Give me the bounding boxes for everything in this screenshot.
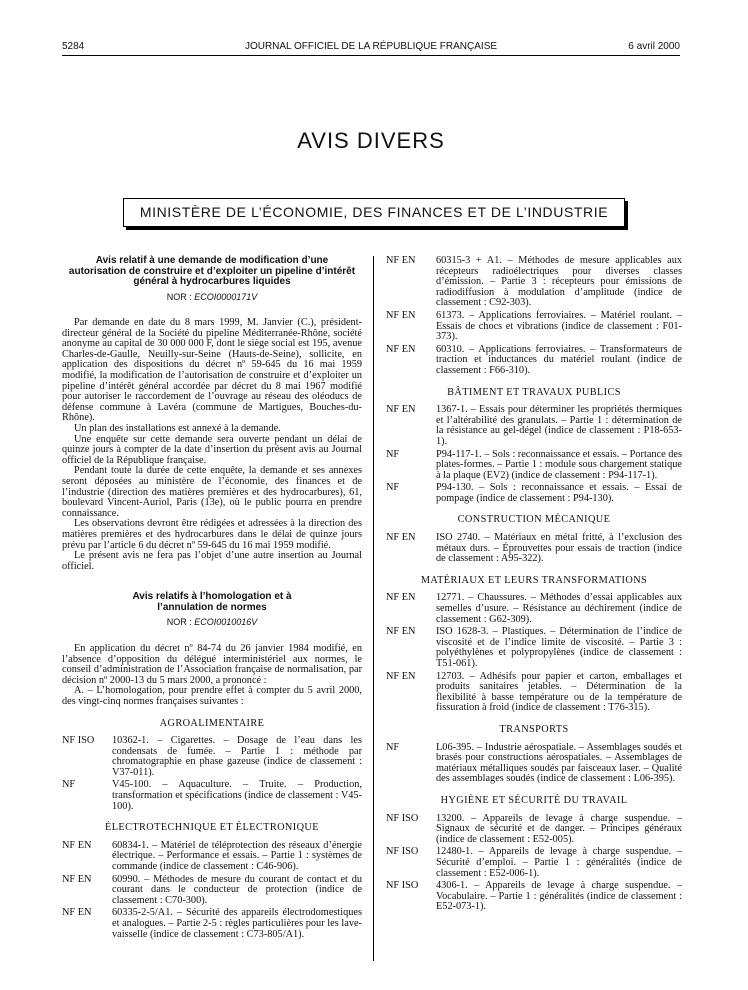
norm-entry [386, 450, 682, 482]
norm-code: NF EN [386, 309, 416, 321]
norm-entry [386, 672, 682, 714]
norm-code: NF ISO [386, 812, 419, 824]
norm-description: 13200. – Appareils de levage à charge suspendue. – Signaux de sécurité et de danger. – Principes généraux (indice de classement : E52-005). [436, 812, 682, 845]
nor-label: NOR : [166, 617, 195, 628]
norm-description: P94-130. – Sols : reconnaissance et essais. – Essai de pompage (indice de classement : P94-130). [436, 482, 682, 504]
norm-entry [386, 483, 682, 504]
norm-code: NF EN [62, 907, 92, 919]
norm-code: NF EN [386, 404, 416, 416]
norm-entry [386, 533, 682, 565]
left-column [62, 256, 362, 942]
page-number: 5284 [62, 41, 85, 52]
section-heading: MATÉRIAUX ET LEURS TRANSFORMATIONS [420, 574, 648, 586]
norm-entry [62, 780, 362, 812]
paragraph: A. – L’homologation, pour prendre effet à compter du 5 avril 2000, des vingt-cinq normes françaises suivantes : [62, 685, 362, 707]
norm-description: 4306-1. – Appareils de levage à charge suspendue. – Vocabulaire. – Partie 1 : généralités (indice de classement : E52-073-1). [436, 880, 682, 913]
norm-entry [386, 814, 682, 846]
paragraph: Par demande en date du 8 mars 1999, M. Janvier (C.), président-directeur général de la Société du pipeline Méditerranée-Rhône, société anonyme au capital de 30 000 000 F, dont le siège social est 195, avenue Charles-de-Gaulle, Neuilly-sur-Seine (Hauts-de-Seine), sollicite, en application des dispositions du décret nº 59-645 du 16 mai 1959 modifié, la modification de l’autorisation de construire et d’exploiter un pipeline d’intérêt général accordée par décret du 8 mai 1967 modifié pour autoriser le raccordement de l’ouvrage au réseau des oléoducs de défense commune à Lavéra (commune de Martigues, Bouches-du-Rhône). [62, 317, 362, 424]
norm-entry [386, 627, 682, 669]
paragraph: Le présent avis ne fera pas l’objet d’une autre insertion au Journal officiel. [62, 550, 362, 572]
norm-code: NF [386, 448, 400, 460]
paragraph: Pendant toute la durée de cette enquête, la demande et ses annexes seront déposées au ministère de l’économie, des finances et de l’industrie (direction des matières premières et des hydrocarbures), 61, boulevard Vincent-Auriol, Paris (13e), où le public pourra en prendre connaissance. [62, 465, 362, 519]
norm-code: NF EN [62, 873, 92, 885]
norm-description: 12771. – Chaussures. – Méthodes d’essai applicables aux semelles d’usure. – Résistance au déchirement (indice de classement : G62-309). [436, 592, 682, 625]
page-title: AVIS DIVERS [297, 128, 445, 153]
norm-code: NF ISO [386, 846, 419, 858]
norm-section [386, 515, 682, 564]
norm-description: V45-100. – Aquaculture. – Truite. – Production, transformation et spécifications (indice de classement : V45-100). [112, 779, 363, 812]
norm-description: 12480-1. – Appareils de levage à charge suspendue. – Sécurité d’emploi. – Partie 1 : généralités (indice de classement : E52-006-1). [436, 846, 682, 879]
norm-section [386, 796, 682, 913]
norm-code: NF EN [386, 343, 416, 355]
norm-code: NF [386, 482, 400, 494]
norm-code: NF EN [386, 255, 416, 266]
norm-entry [386, 881, 682, 913]
norm-description: 60315-3 + A1. – Méthodes de mesure applicables aux récepteurs radioélectriques pour diverses classes d’émission. – Partie 3 : récepteurs pour émissions de radiodiffusion à modulation d’amplitude (indice de classement : C92-303). [436, 255, 682, 309]
section-heading: ÉLECTROTECHNIQUE ET ÉLECTRONIQUE [105, 822, 319, 834]
norm-entry [62, 908, 362, 940]
norm-code: NF EN [386, 532, 416, 544]
norm-description: 60335-2-5/A1. – Sécurité des appareils électrodomestiques et analogues. – Partie 2-5 : règles particulières pour les lave-vaisselle (indice de classement : C73-805/A1). [112, 907, 362, 940]
notice-title: Avis relatif à une demande de modification d’une autorisation de construire et d’exploiter un pipeline d’intérêt général à hydrocarbures liquides [68, 255, 356, 287]
header-rule [62, 55, 680, 56]
norm-code: NF ISO [386, 880, 419, 892]
norm-entry [62, 736, 362, 778]
norm-entry [386, 405, 682, 447]
nor-label: NOR : [166, 291, 195, 302]
norm-description: 1367-1. – Essais pour déterminer les propriétés thermiques et l’altérabilité des granulats. – Partie 1 : détermination de la résistance au gel-dégel (indice de classement : P18-653-1). [436, 404, 682, 447]
norm-code: NF [386, 741, 400, 753]
paragraph: Un plan des installations est annexé à la demande. [74, 423, 281, 435]
paragraph: En application du décret nº 84-74 du 26 janvier 1984 modifié, en l’absence d’opposition du délégué interministériel aux normes, le conseil d’administration de l’Association française de normalisation, par décision nº 2000-13 du 5 mars 2000, a prononcé : [62, 642, 362, 686]
norm-code: NF EN [386, 626, 416, 638]
notice-pipeline [62, 256, 362, 572]
nor-code: ECOI0010016V [194, 617, 258, 628]
norm-section [386, 725, 682, 785]
norm-description: 60310. – Applications ferroviaires. – Transformateurs de traction et inductances du matériel roulant (indice de classement : F66-310). [436, 343, 682, 376]
norm-description: P94-117-1. – Sols : reconnaissance et essais. – Portance des plates-formes. – Partie 1 : module sous chargement statique à la plaque (EV2) (indice de classement : P94-117-1). [436, 448, 682, 481]
norm-entry [386, 847, 682, 879]
norm-code: NF EN [62, 839, 92, 851]
norm-description: 10362-1. – Cigarettes. – Dosage de l’eau dans les condensats de fumée. – Partie 1 : méthode par chromatographie en phase gazeuse (indice de classement : V37-011). [112, 735, 362, 778]
section-heading: AGROALIMENTAIRE [159, 717, 265, 729]
norm-section [386, 256, 682, 377]
norm-entry [386, 311, 682, 343]
norm-entry [386, 743, 682, 785]
column-divider [373, 256, 374, 961]
norm-description: 12703. – Adhésifs pour papier et carton, emballages et produits sanitaires jetables. – Détermination de la flexibilité à basse température ou de la température de fissuration à froid (indice de classement : T76-315). [436, 670, 682, 714]
norm-entry [62, 841, 362, 873]
norm-section [386, 388, 682, 505]
issue-date: 6 avril 2000 [628, 41, 680, 52]
section-heading: HYGIÈNE ET SÉCURITÉ DU TRAVAIL [440, 794, 628, 806]
right-sections [386, 256, 682, 913]
ministry-box: MINISTÈRE DE L’ÉCONOMIE, DES FINANCES ET DE L’INDUSTRIE [123, 198, 625, 227]
norm-section [62, 719, 362, 813]
norm-entry [62, 875, 362, 907]
norm-description: ISO 1628-3. – Plastiques. – Détermination de l’indice de viscosité et de l’indice limite de viscosité. – Partie 3 : polyéthylènes et polypropylènes (indice de classement : T51-061). [436, 626, 682, 669]
norm-section [62, 823, 362, 940]
nor-reference [62, 617, 362, 628]
norm-description: 61373. – Applications ferroviaires. – Matériel roulant. – Essais de chocs et vibrations (indice de classement : F01-373). [436, 309, 682, 343]
section-heading: CONSTRUCTION MÉCANIQUE [457, 514, 611, 526]
nor-code: ECOI0000171V [194, 291, 258, 302]
norm-description: 60834-1. – Matériel de téléprotection des réseaux d’énergie électrique. – Performance et essais. – Partie 1 : systèmes de commande (indice de classement : C46-906). [112, 839, 362, 873]
norm-description: 60990. – Méthodes de mesure du courant de contact et du courant dans le conducteur de protection (indice de classement : C70-300). [112, 873, 362, 906]
section-heading: BÂTIMENT ET TRAVAUX PUBLICS [447, 386, 621, 398]
norm-code: NF ISO [62, 735, 95, 747]
journal-name: JOURNAL OFFICIEL DE LA RÉPUBLIQUE FRANÇAISE [244, 41, 498, 52]
page-header [62, 41, 680, 55]
right-column [386, 256, 682, 915]
norm-code: NF EN [386, 670, 416, 682]
section-heading: TRANSPORTS [499, 723, 569, 735]
paragraph: Les observations devront être rédigées et adressées à la direction des matières premières et des hydrocarbures dans le délai de quinze jours prévu par l’article 6 du décret nº 59-645 du 16 mai 1959 modifié. [62, 518, 362, 551]
paragraph: Une enquête sur cette demande sera ouverte pendant un délai de quinze jours à compter de la date d’insertion du présent avis au Journal officiel de la République française. [62, 433, 362, 466]
norm-code: NF [62, 779, 76, 791]
norm-entry [386, 256, 682, 309]
norm-code: NF EN [386, 592, 416, 604]
norm-entry [386, 345, 682, 377]
norm-section [386, 576, 682, 714]
norm-description: L06-395. – Industrie aérospatiale. – Assemblages soudés et brasés pour constructions aérospatiales. – Assemblages de matériaux métalliques soudés par faisceaux laser. – Qualité des assemblages soudés (indice de classement : L06-395). [436, 741, 682, 785]
notice-normes [62, 592, 362, 707]
left-sections [62, 719, 362, 941]
norm-description: ISO 2740. – Matériaux en métal fritté, à l’exclusion des métaux durs. – Éprouvettes pour essais de traction (indice de classement : A95-322). [436, 532, 682, 565]
norm-entry [386, 593, 682, 625]
nor-reference [62, 292, 362, 303]
notice-title: Avis relatifs à l’homologation et à l’annulation de normes [132, 591, 292, 613]
